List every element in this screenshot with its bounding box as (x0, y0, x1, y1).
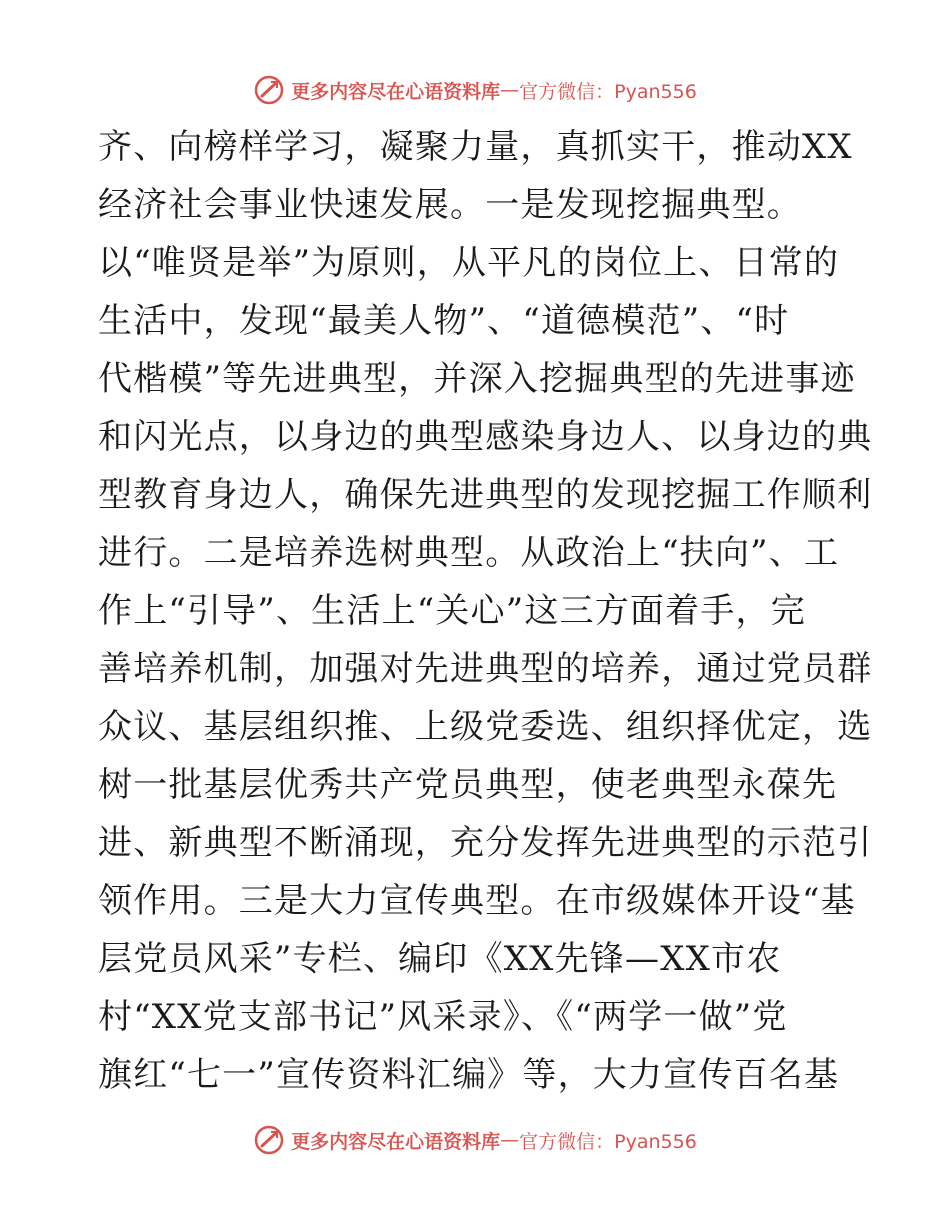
body-line: 旗红“七一”宣传资料汇编》等，大力宣传百名基 (98, 1055, 840, 1095)
body-line: 层党员风采”专栏、编印《XX先锋—XX市农 (98, 939, 782, 979)
footer-sub-text: 官方微信：Pyan556 (519, 1130, 697, 1153)
body-line: 树一批基层优秀共产党员典型，使老典型永葆先 (98, 765, 838, 805)
body-line: 进、新典型不断涌现，充分发挥先进典型的示范引 (98, 823, 873, 863)
body-line: 和闪光点，以身边的典型感染身边人、以身边的典 (98, 417, 873, 457)
header-separator: — (500, 79, 520, 101)
body-line: 作上“引导”、生活上“关心”这三方面着手，完 (98, 591, 806, 631)
logo-icon (253, 74, 285, 106)
footer-banner (0, 1120, 950, 1160)
body-line: 领作用。三是大力宣传典型。在市级媒体开设“基 (98, 881, 856, 921)
logo-icon (253, 1124, 285, 1156)
body-text (98, 118, 873, 1104)
body-line: 善培养机制，加强对先进典型的培养，通过党员群 (98, 649, 873, 689)
footer-separator: — (500, 1129, 520, 1151)
body-line: 经济社会事业快速发展。一是发现挖掘典型。 (98, 185, 802, 225)
body-line: 村“XX党支部书记”风采录》、《“两学一做”党 (98, 997, 788, 1037)
body-line: 进行。二是培养选树典型。从政治上“扶向”、工 (98, 533, 840, 573)
body-line: 众议、基层组织推、上级党委选、组织择优定，选 (98, 707, 873, 747)
body-line: 生活中，发现“最美人物”、“道德模范”、“时 (98, 301, 790, 341)
body-line: 齐、向榜样学习，凝聚力量，真抓实干，推动XX (98, 127, 853, 167)
body-line: 型教育身边人，确保先进典型的发现挖掘工作顺利 (98, 475, 873, 515)
footer-main-text: 更多内容尽在心语资料库 (291, 1130, 501, 1153)
header-main-text: 更多内容尽在心语资料库 (291, 80, 501, 103)
body-line: 代楷模”等先进典型，并深入挖掘典型的先进事迹 (98, 359, 856, 399)
body-line: 以“唯贤是举”为原则，从平凡的岗位上、日常的 (98, 243, 840, 283)
header-banner (0, 70, 950, 110)
header-sub-text: 官方微信：Pyan556 (519, 80, 697, 103)
